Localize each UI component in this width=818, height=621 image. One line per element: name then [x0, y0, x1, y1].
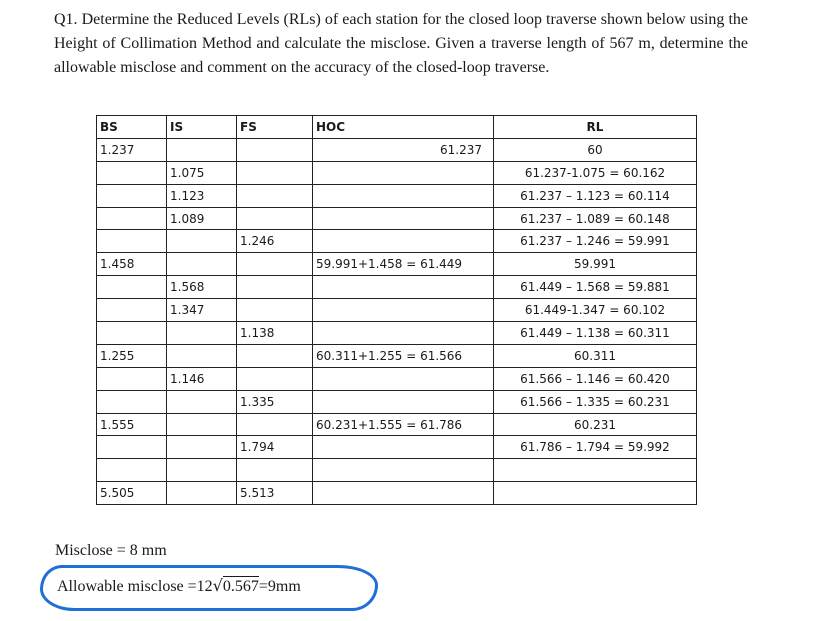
cell-bs — [97, 299, 167, 322]
cell-hoc — [313, 299, 494, 322]
cell-is — [167, 253, 237, 276]
header-hoc: HOC — [313, 116, 494, 139]
cell-fs: 1.335 — [237, 390, 313, 413]
table-row — [97, 413, 697, 436]
allowable-prefix: Allowable misclose =12 — [57, 578, 213, 595]
misclose-text: Misclose = 8 mm — [55, 542, 167, 559]
cell-bs: 5.505 — [97, 482, 167, 505]
cell-rl: 60.231 — [494, 413, 697, 436]
table-row — [97, 299, 697, 322]
cell-fs: 1.138 — [237, 322, 313, 345]
cell-rl: 61.237 – 1.123 = 60.114 — [494, 184, 697, 207]
cell-is — [167, 436, 237, 459]
table-row — [97, 390, 697, 413]
table-row — [97, 459, 697, 482]
cell-bs — [97, 367, 167, 390]
cell-bs: 1.237 — [97, 138, 167, 161]
cell-is: 1.075 — [167, 161, 237, 184]
table-header-row — [97, 116, 697, 139]
cell-bs — [97, 184, 167, 207]
cell-is: 1.089 — [167, 207, 237, 230]
allowable-result: =9mm — [258, 578, 301, 595]
cell-rl: 61.449-1.347 = 60.102 — [494, 299, 697, 322]
cell-hoc — [313, 207, 494, 230]
cell-is: 1.347 — [167, 299, 237, 322]
cell-hoc: 61.237 — [313, 138, 494, 161]
cell-rl: 60 — [494, 138, 697, 161]
cell-fs — [237, 207, 313, 230]
cell-fs — [237, 138, 313, 161]
cell-rl: 61.449 – 1.568 = 59.881 — [494, 276, 697, 299]
cell-hoc — [313, 436, 494, 459]
cell-hoc: 59.991+1.458 = 61.449 — [313, 253, 494, 276]
table-row — [97, 161, 697, 184]
cell-rl: 61.566 – 1.146 = 60.420 — [494, 367, 697, 390]
table-row — [97, 230, 697, 253]
cell-hoc — [313, 390, 494, 413]
cell-rl — [494, 482, 697, 505]
cell-hoc — [313, 459, 494, 482]
cell-rl: 59.991 — [494, 253, 697, 276]
header-bs: BS — [97, 116, 167, 139]
header-rl: RL — [494, 116, 697, 139]
table-row — [97, 207, 697, 230]
cell-bs: 1.458 — [97, 253, 167, 276]
cell-hoc — [313, 276, 494, 299]
cell-bs — [97, 161, 167, 184]
cell-is: 1.568 — [167, 276, 237, 299]
cell-fs — [237, 413, 313, 436]
cell-fs: 1.794 — [237, 436, 313, 459]
cell-bs: 1.255 — [97, 344, 167, 367]
cell-rl: 60.311 — [494, 344, 697, 367]
cell-rl: 61.449 – 1.138 = 60.311 — [494, 322, 697, 345]
cell-fs — [237, 367, 313, 390]
table-row — [97, 276, 697, 299]
level-book-table — [96, 115, 697, 505]
header-is: IS — [167, 116, 237, 139]
table-row — [97, 367, 697, 390]
cell-rl: 61.566 – 1.335 = 60.231 — [494, 390, 697, 413]
cell-hoc: 60.231+1.555 = 61.786 — [313, 413, 494, 436]
table-row — [97, 482, 697, 505]
radicand: 0.567 — [222, 578, 259, 595]
cell-bs — [97, 459, 167, 482]
table-row — [97, 344, 697, 367]
cell-bs: 1.555 — [97, 413, 167, 436]
cell-fs: 1.246 — [237, 230, 313, 253]
cell-is — [167, 459, 237, 482]
cell-is — [167, 482, 237, 505]
cell-hoc — [313, 184, 494, 207]
cell-bs — [97, 322, 167, 345]
cell-bs — [97, 276, 167, 299]
cell-rl: 61.786 – 1.794 = 59.992 — [494, 436, 697, 459]
cell-hoc — [313, 161, 494, 184]
table-row — [97, 138, 697, 161]
table-row — [97, 253, 697, 276]
cell-fs — [237, 184, 313, 207]
cell-fs — [237, 276, 313, 299]
question-text: Q1. Determine the Reduced Levels (RLs) of each station for the closed loop traverse shown below using the Height of Collimation Method and calculate the misclose. Given a traverse length of 567 m, determine the allowable misclose and comment on the accuracy of the closed-loop traverse. — [54, 11, 748, 76]
cell-is — [167, 230, 237, 253]
header-fs: FS — [237, 116, 313, 139]
table-row — [97, 184, 697, 207]
cell-rl: 61.237 – 1.089 = 60.148 — [494, 207, 697, 230]
cell-rl: 61.237-1.075 = 60.162 — [494, 161, 697, 184]
table-row — [97, 322, 697, 345]
cell-bs — [97, 390, 167, 413]
cell-fs: 5.513 — [237, 482, 313, 505]
cell-is: 1.123 — [167, 184, 237, 207]
cell-fs — [237, 344, 313, 367]
cell-is — [167, 390, 237, 413]
cell-rl — [494, 459, 697, 482]
cell-bs — [97, 207, 167, 230]
cell-fs — [237, 459, 313, 482]
cell-fs — [237, 253, 313, 276]
cell-is — [167, 344, 237, 367]
cell-bs — [97, 230, 167, 253]
cell-is — [167, 138, 237, 161]
cell-fs — [237, 299, 313, 322]
cell-hoc — [313, 482, 494, 505]
square-root-symbol: √ — [212, 576, 223, 595]
cell-hoc: 60.311+1.255 = 61.566 — [313, 344, 494, 367]
cell-fs — [237, 161, 313, 184]
cell-hoc — [313, 230, 494, 253]
cell-hoc — [313, 322, 494, 345]
cell-is: 1.146 — [167, 367, 237, 390]
cell-is — [167, 413, 237, 436]
cell-is — [167, 322, 237, 345]
highlight-circle — [40, 565, 378, 611]
table-row — [97, 436, 697, 459]
cell-rl: 61.237 – 1.246 = 59.991 — [494, 230, 697, 253]
cell-bs — [97, 436, 167, 459]
cell-hoc — [313, 367, 494, 390]
